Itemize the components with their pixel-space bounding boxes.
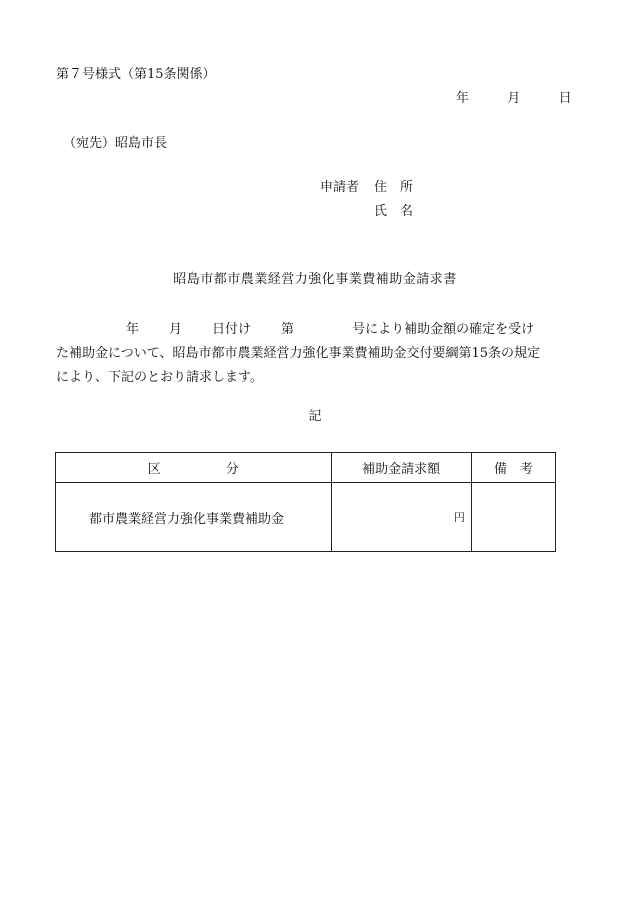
date-month-label: 月 [507, 91, 521, 106]
date-day-label: 日 [558, 91, 572, 106]
body-line-3: により、下記のとおり請求します。 [56, 370, 263, 385]
form-number: 第７号様式（第15条関係） [56, 67, 216, 82]
date-line [456, 92, 572, 105]
body-line-2: た補助金について、昭島市都市農業経営力強化事業費補助金交付要綱第15条の規定 [56, 346, 541, 361]
document-title: 昭島市都市農業経営力強化事業費補助金請求書 [173, 272, 457, 287]
body-line-1 [56, 318, 578, 342]
date-year-label: 年 [456, 91, 470, 106]
amount-cell[interactable]: 円 [331, 483, 471, 552]
body-number-prefix: 第 [281, 322, 295, 337]
header-category: 区 分 [56, 453, 332, 483]
body-year-label: 年 [126, 322, 140, 337]
claim-table [55, 452, 556, 552]
category-cell: 都市農業経営力強化事業費補助金 [56, 483, 332, 552]
name-label: 氏 名 [374, 204, 414, 219]
remarks-cell[interactable] [471, 483, 555, 552]
ki-heading: 記 [308, 409, 322, 424]
table-row [56, 483, 556, 552]
address-label: 住 所 [374, 180, 414, 195]
header-amount: 補助金請求額 [331, 453, 471, 483]
applicant-label: 申請者 [320, 180, 360, 195]
addressee: （宛先）昭島市長 [63, 136, 168, 151]
table-header-row [56, 453, 556, 483]
body-paragraph [56, 318, 578, 390]
body-line-1-rest: 号により補助金額の確定を受け [352, 322, 535, 337]
body-month-label: 月 [169, 322, 183, 337]
body-day-suffix: 日付け [212, 322, 252, 337]
header-remarks: 備 考 [471, 453, 555, 483]
